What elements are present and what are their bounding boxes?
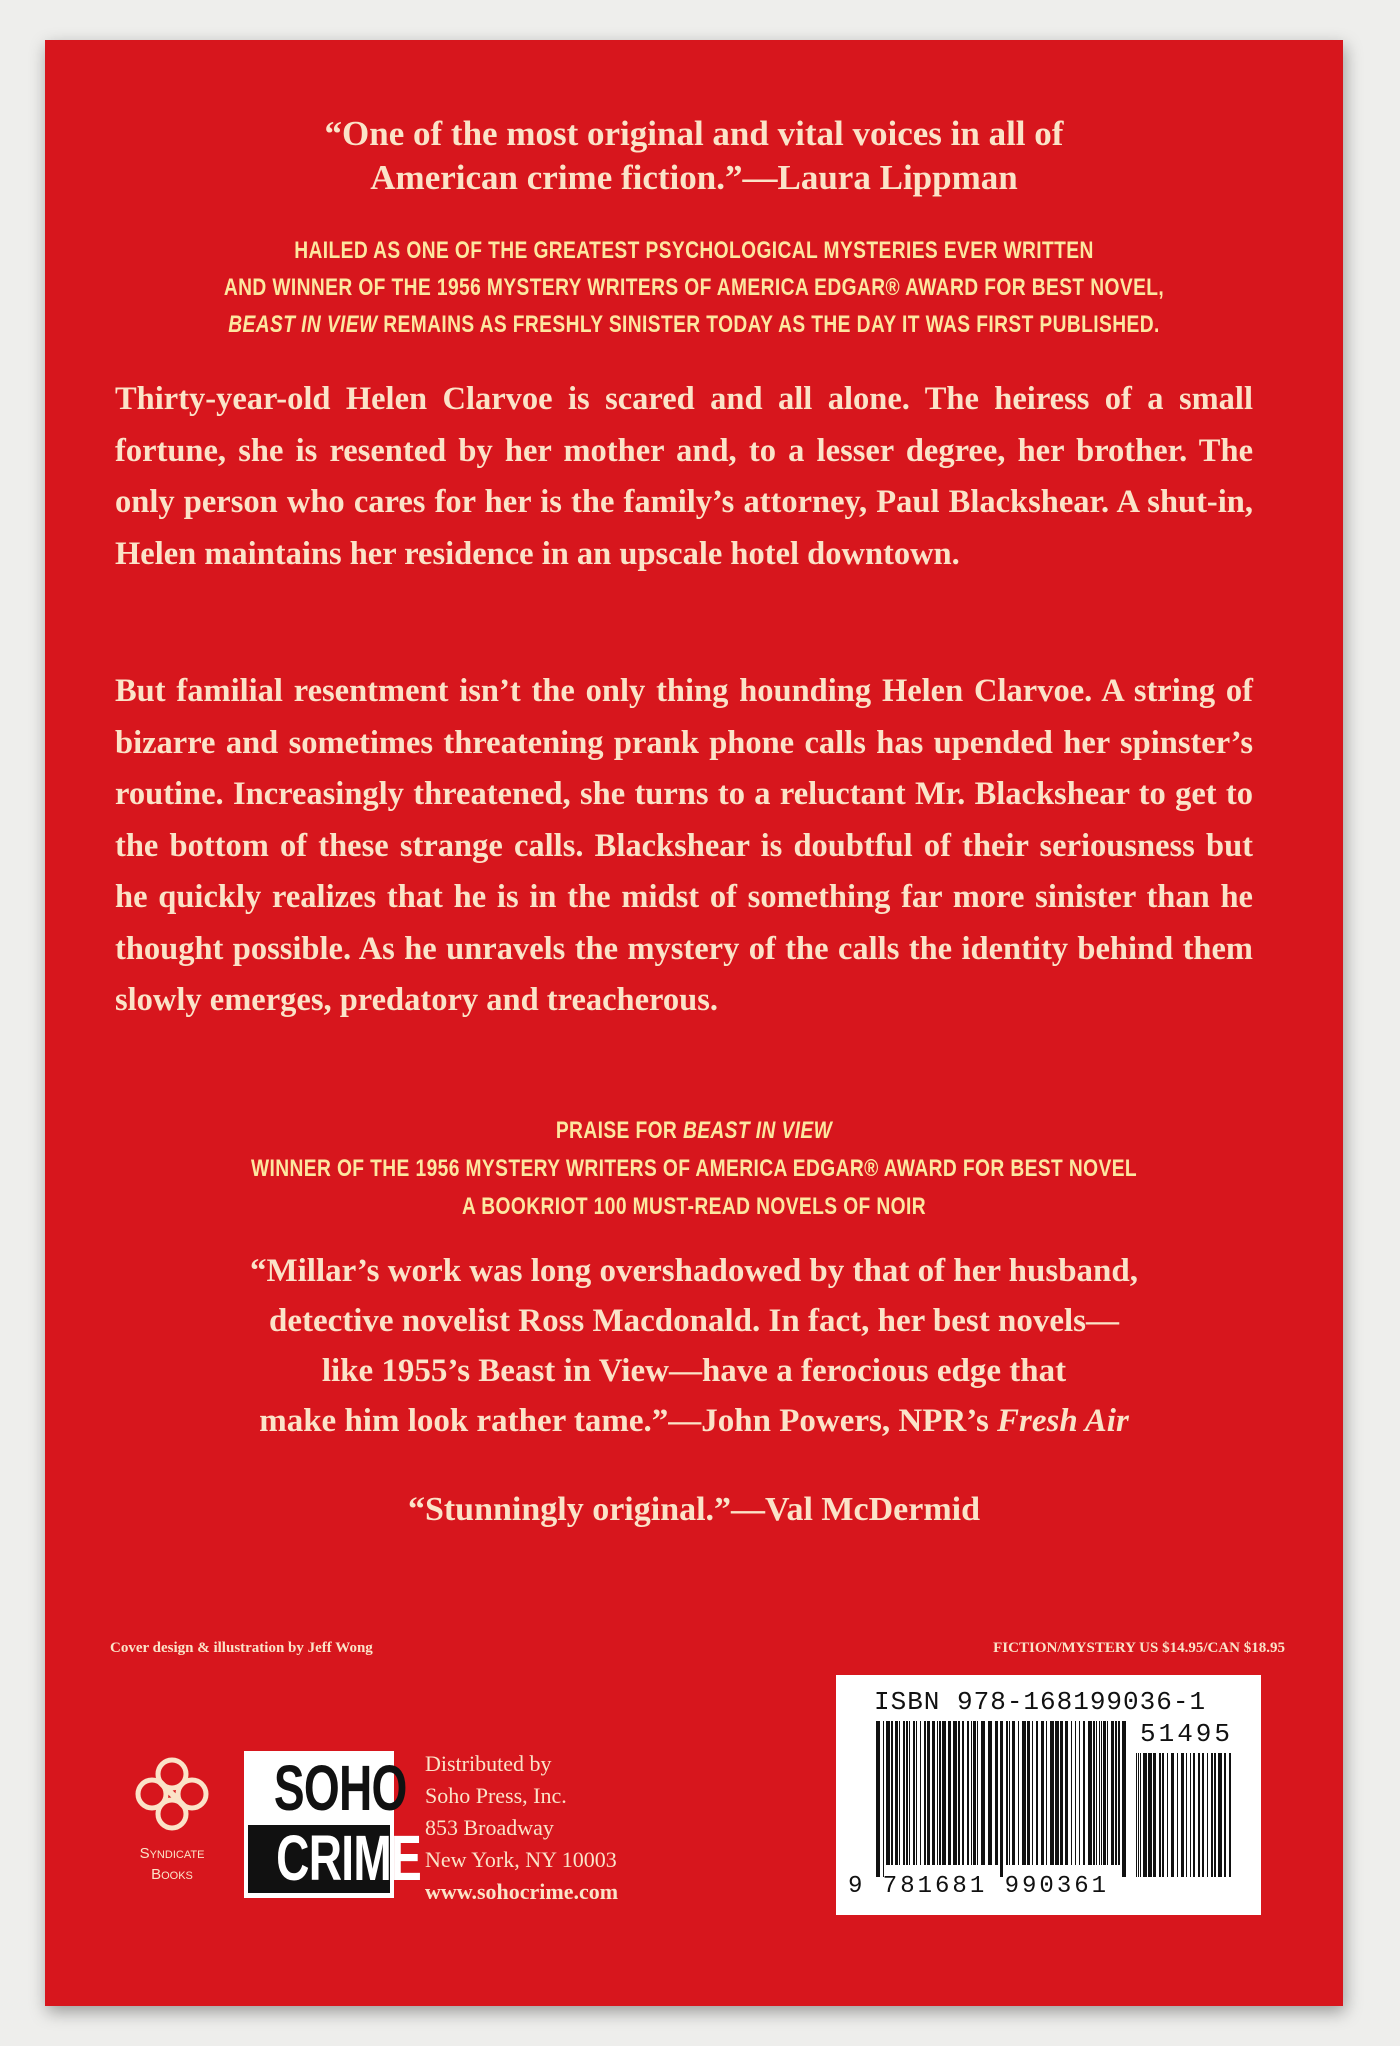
short-quote: “Stunningly original.”—Val McDermid: [407, 1491, 981, 1528]
barcode-bar: [932, 1721, 935, 1865]
syndicate-books-logo: [117, 1752, 227, 1883]
synopsis-paragraph-2: But familial resentment isn’t the only thing hounding Helen Clarvoe. A string of bizarre and sometimes threatening prank phone calls has upended her spinster’s routine. Increasingly threatened, she turns to a reluctant Mr. Blackshear to get to the bottom of these strange calls. Blackshear is doubtful of their seriousness but he quickly realizes that he is in the midst of something far more sinister than he thought possible. As he unravels the mystery of the calls the identity behind them slowly emerges, predatory and treacherous.: [115, 673, 1253, 1018]
barcode-bar: [1027, 1721, 1030, 1865]
barcode-bar: [1107, 1721, 1108, 1865]
barcode-addon-bar: [1162, 1753, 1164, 1877]
barcode-bar: [1065, 1721, 1068, 1865]
distributor-line-3: 853 Broadway: [425, 1815, 554, 1840]
barcode-addon-bars: [1136, 1753, 1236, 1877]
barcode-bar: [1071, 1721, 1072, 1865]
barcode-bar: [942, 1721, 946, 1865]
barcode-addon-bar: [1202, 1753, 1204, 1877]
barcode-addon-bar: [1138, 1753, 1139, 1877]
review-source-title: Fresh Air: [997, 1403, 1129, 1439]
barcode-bar: [977, 1721, 978, 1865]
barcode-bar: [939, 1721, 941, 1865]
barcode-bar: [1018, 1721, 1019, 1865]
barcode-bar: [953, 1721, 957, 1865]
barcode-bar: [903, 1721, 905, 1865]
barcode-addon-bar: [1177, 1753, 1178, 1877]
barcode-addon-bar: [1186, 1753, 1187, 1877]
barcode-bar: [1000, 1721, 1003, 1877]
review-line-4-main: make him look rather tame.”—John Powers, NPR’s: [259, 1403, 998, 1439]
barcode-bar: [906, 1721, 908, 1865]
praise-book-title: BEAST IN VIEW: [682, 1117, 833, 1144]
distributor-line-2: Soho Press, Inc.: [425, 1783, 567, 1808]
barcode-bar: [1083, 1721, 1085, 1865]
barcode-bar: [1111, 1721, 1114, 1865]
barcode-addon-bar: [1148, 1753, 1152, 1877]
barcode-bar: [973, 1721, 976, 1865]
barcode-bar: [1055, 1721, 1059, 1865]
barcode-bar: [1032, 1721, 1033, 1865]
soho-word: SOHO: [273, 1752, 407, 1824]
barcode-bars: [876, 1721, 1126, 1877]
barcode-bar: [1103, 1721, 1106, 1865]
review-line-3: like 1955’s Beast in View—have a ferocious edge that: [321, 1353, 1067, 1389]
barcode-bar: [916, 1721, 917, 1865]
barcode-bar: [1046, 1721, 1047, 1865]
hailed-line-3-rest: REMAINS AS FRESHLY SINISTER TODAY AS THE DAY IT WAS FIRST PUBLISHED.: [377, 311, 1160, 338]
barcode-addon-bar: [1214, 1753, 1216, 1877]
review-line-1: “Millar’s work was long overshadowed by that of her husband,: [249, 1253, 1139, 1289]
barcode-addon-bar: [1171, 1753, 1174, 1877]
distributor-address: [425, 1748, 618, 1908]
barcode-bar: [1041, 1721, 1044, 1865]
barcode-bar: [876, 1721, 880, 1877]
barcode-bar: [937, 1721, 938, 1865]
barcode-addon-bar: [1224, 1753, 1226, 1877]
barcode-bar: [927, 1721, 930, 1865]
barcode-addon-bar: [1211, 1753, 1213, 1877]
barcode-addon-bar: [1143, 1753, 1147, 1877]
barcode-addon-bar: [1218, 1753, 1222, 1877]
hailed-book-title: BEAST IN VIEW: [228, 311, 378, 338]
barcode-bar: [920, 1721, 921, 1865]
barcode-addon-bar: [1167, 1753, 1168, 1877]
distributor-line-1: Distributed by: [425, 1751, 552, 1776]
book-back-cover: [45, 40, 1343, 2006]
barcode-bar: [981, 1721, 985, 1865]
barcode-addon-bar: [1136, 1753, 1137, 1877]
lead-quote-line-2: American crime fiction.”—Laura Lippman: [370, 158, 1018, 197]
publisher-url: www.sohocrime.com: [425, 1879, 619, 1904]
lead-quote: [45, 112, 1343, 200]
ean-digits: 9 781681 990361: [848, 1873, 1110, 1900]
barcode-bar: [995, 1721, 998, 1865]
hailed-blurb: [45, 232, 1343, 343]
praise-line-2: WINNER OF THE 1956 MYSTERY WRITERS OF AMERICA EDGAR® AWARD FOR BEST NOVEL: [250, 1155, 1138, 1182]
category-price: FICTION/MYSTERY US $14.95/CAN $18.95: [993, 1640, 1285, 1656]
syndicate-label-1: Syndicate: [139, 1845, 205, 1862]
barcode-bar: [1101, 1721, 1102, 1865]
review-line-4: [105, 1396, 1283, 1446]
barcode-bar: [971, 1721, 972, 1865]
barcode-addon-bar: [1190, 1753, 1191, 1877]
barcode-addon-bar: [1181, 1753, 1184, 1877]
barcode-bar: [899, 1721, 900, 1865]
barcode-bar: [895, 1721, 898, 1865]
hailed-line-3: [175, 306, 1213, 343]
barcode-addon-bar: [1229, 1753, 1231, 1877]
barcode-bar: [1075, 1721, 1076, 1865]
barcode-bar: [1099, 1721, 1100, 1865]
barcode-bar: [909, 1721, 910, 1865]
barcode-bar: [1050, 1721, 1054, 1865]
praise-line-1: [175, 1112, 1213, 1150]
barcode-bar: [1122, 1721, 1126, 1877]
barcode-bar: [1115, 1721, 1117, 1865]
barcode-bar: [958, 1721, 960, 1865]
hailed-line-2: AND WINNER OF THE 1956 MYSTERY WRITERS OF AMERICA EDGAR® AWARD FOR BEST NOVEL,: [223, 274, 1165, 301]
crime-word: CRIME: [276, 1822, 422, 1894]
distributor-line-4: New York, NY 10003: [425, 1847, 617, 1872]
barcode-bar: [1022, 1721, 1026, 1865]
barcode-addon-bar: [1159, 1753, 1161, 1877]
lead-quote-line-1: “One of the most original and vital voices in all of: [324, 114, 1064, 153]
review-quote: [105, 1246, 1283, 1446]
cover-design-credit: Cover design & illustration by Jeff Wong: [110, 1640, 373, 1656]
praise-prefix: PRAISE FOR: [555, 1117, 683, 1144]
barcode-addon-digits: 51495: [1140, 1719, 1234, 1749]
barcode-bar: [962, 1721, 964, 1865]
barcode-bar: [1096, 1721, 1097, 1865]
isbn-barcode: [836, 1675, 1261, 1915]
synopsis-paragraph-1: Thirty-year-old Helen Clarvoe is scared and all alone. The heiress of a small fortune, she is resented by her mother and, to a lesser degree, her brother. The only person who cares for her is the family’s attorney, Paul Blackshear. A shut-in, Helen maintains her residence in an upscale hotel downtown.: [115, 381, 1253, 572]
barcode-bar: [1118, 1721, 1120, 1865]
soho-crime-logo: [244, 1751, 422, 1898]
syndicate-label-2: Books: [151, 1866, 193, 1883]
soho-logo-bottom: [248, 1822, 422, 1894]
barcode-bar: [1036, 1721, 1038, 1865]
hailed-line-1: HAILED AS ONE OF THE GREATEST PSYCHOLOGICAL MYSTERIES EVER WRITTEN: [294, 237, 1094, 264]
barcode-bar: [1009, 1721, 1010, 1865]
review-line-2: detective novelist Ross Macdonald. In fact, her best novels—: [268, 1303, 1119, 1339]
barcode-bar: [1006, 1721, 1008, 1865]
soho-logo-top: [248, 1752, 407, 1824]
barcode-bar: [913, 1721, 915, 1865]
barcode-addon-bar: [1198, 1753, 1200, 1877]
praise-line-3: A BOOKRIOT 100 MUST-READ NOVELS OF NOIR: [462, 1193, 926, 1220]
barcode-bar: [1060, 1721, 1063, 1865]
syndicate-knot-icon: [130, 1752, 214, 1836]
barcode-bar: [1012, 1721, 1015, 1865]
praise-heading: [45, 1112, 1343, 1226]
barcode-addon-bar: [1193, 1753, 1195, 1877]
barcode-bar: [967, 1721, 969, 1865]
barcode-bar: [886, 1721, 890, 1865]
barcode-bar: [883, 1721, 884, 1877]
isbn-label: ISBN 978-168199036-1: [874, 1687, 1207, 1717]
barcode-addon-bar: [1140, 1753, 1141, 1877]
barcode-bar: [988, 1721, 992, 1865]
barcode-bar: [1079, 1721, 1080, 1865]
barcode-bar: [924, 1721, 926, 1865]
barcode-bar: [891, 1721, 893, 1865]
barcode-bar: [1093, 1721, 1095, 1865]
barcode-addon-bar: [1207, 1753, 1208, 1877]
barcode-bar: [948, 1721, 951, 1865]
barcode-addon-bar: [1153, 1753, 1156, 1877]
barcode-bar: [1088, 1721, 1092, 1865]
